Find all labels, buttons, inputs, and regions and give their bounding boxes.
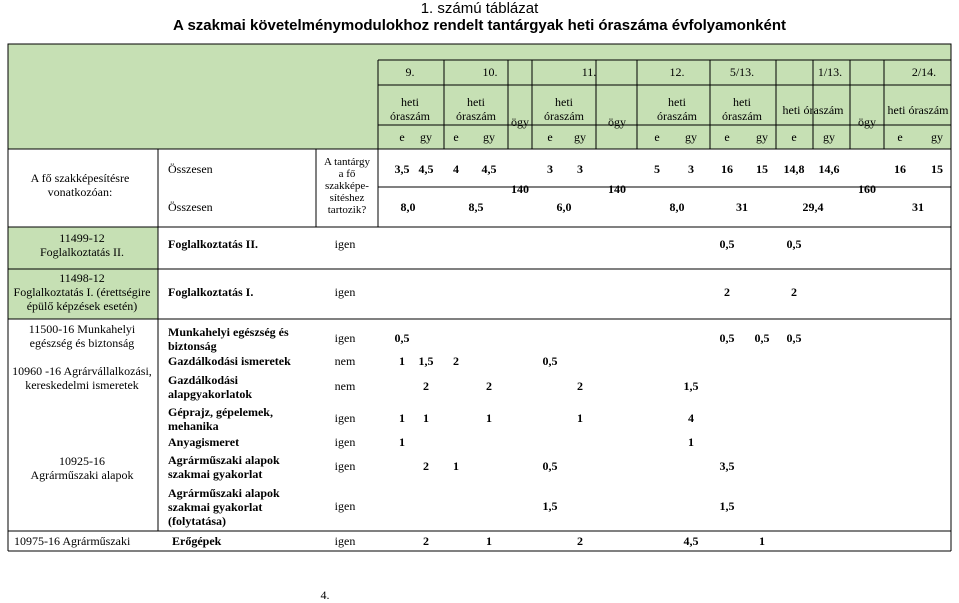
hour-value: 0,5: [542, 354, 558, 368]
hour-value: 0,5: [786, 331, 802, 345]
hour-value: 0,5: [719, 331, 735, 345]
module-label: kereskedelmi ismeretek: [25, 378, 139, 392]
grade-10: 10.: [482, 65, 498, 79]
hour-value: 1,5: [683, 379, 699, 393]
core-flag: igen: [334, 435, 356, 449]
summary-value: 4,5: [418, 162, 434, 176]
e-gy-label: gy: [685, 130, 697, 144]
module-label: 11498-12: [59, 271, 105, 285]
hour-value: 2: [486, 379, 492, 393]
ogy-label: ögy: [608, 115, 626, 129]
e-gy-label: e: [791, 130, 797, 144]
ogy-label: ögy: [511, 115, 529, 129]
grade-14: 2/14.: [911, 65, 937, 79]
core-flag: igen: [334, 459, 356, 473]
grade-13: 5/13.: [729, 65, 755, 79]
core-flag: igen: [334, 237, 356, 251]
hour-value: 1: [399, 411, 405, 425]
core-flag: igen: [334, 331, 356, 345]
hour-value: 2: [453, 354, 459, 368]
subject-name: (folytatása): [168, 514, 226, 528]
summary-value: 3: [577, 162, 583, 176]
core-flag: igen: [334, 285, 356, 299]
e-gy-label: gy: [420, 130, 432, 144]
summary-value: 3: [547, 162, 553, 176]
subject-name: Erőgépek: [172, 534, 222, 548]
module-label: Agrárműszaki alapok: [30, 468, 134, 482]
summary-value: 16: [721, 162, 733, 176]
module-label: Foglalkoztatás II.: [40, 245, 124, 259]
module-label: épülő képzések esetén): [26, 299, 138, 313]
summary-total: 6,0: [556, 200, 572, 214]
core-question: szakképe-: [325, 180, 369, 192]
module-label: Foglalkoztatás I. (érettségire: [13, 285, 151, 299]
subject-name: alapgyakorlatok: [168, 387, 253, 401]
hour-value: 2: [423, 534, 429, 548]
hour-value: 1: [486, 411, 492, 425]
core-flag: igen: [334, 534, 356, 548]
e-gy-label: e: [897, 130, 903, 144]
summary-total: 8,5: [468, 200, 484, 214]
summary-value: 5: [654, 162, 660, 176]
hour-value: 1,5: [418, 354, 434, 368]
hour-value: 2: [577, 534, 583, 548]
summary-value: 3,5: [394, 162, 410, 176]
table-title: A szakmai követelménymodulokhoz rendelt tantárgyak heti óraszáma évfolyamonként: [173, 17, 786, 34]
oraszam-label: óraszám: [722, 109, 762, 123]
hour-value: 1,5: [719, 499, 735, 513]
summary-value: 16: [894, 162, 906, 176]
summary-value: 15: [931, 162, 943, 176]
core-flag: igen: [334, 499, 356, 513]
heti-oraszam-label: heti óraszám: [887, 103, 949, 117]
hour-value: 1: [688, 435, 694, 449]
oraszam-label: óraszám: [390, 109, 430, 123]
module-label: 11499-12: [59, 231, 105, 245]
core-question: A tantárgy: [324, 156, 370, 168]
hour-value: 1: [423, 411, 429, 425]
summary-total: 31: [912, 200, 924, 214]
core-flag: igen: [334, 411, 356, 425]
hour-value: 4: [688, 411, 694, 425]
oraszam-label: óraszám: [456, 109, 496, 123]
subject-name: biztonság: [168, 339, 217, 353]
summary-value: 14,6: [818, 162, 840, 176]
hour-value: 0,5: [719, 237, 735, 251]
module-label: 11500-16 Munkahelyi: [28, 322, 136, 336]
module-label: 10925-16: [59, 454, 105, 468]
grade-13b: 1/13.: [817, 65, 843, 79]
hour-value: 2: [423, 379, 429, 393]
summary-value: 4,5: [481, 162, 497, 176]
subject-name: Géprajz, gépelemek,: [168, 405, 273, 419]
oraszam-label: óraszám: [657, 109, 697, 123]
hour-value: 1: [453, 459, 459, 473]
e-gy-label: gy: [574, 130, 586, 144]
hour-value: 0,5: [394, 331, 410, 345]
e-gy-label: e: [654, 130, 660, 144]
hour-value: 2: [577, 379, 583, 393]
hour-value: 1: [399, 354, 405, 368]
heti-label: heti: [668, 95, 686, 109]
hour-value: 1: [759, 534, 765, 548]
subject-name: Gazdálkodási: [168, 373, 239, 387]
summary-total: 8,0: [669, 200, 685, 214]
summary-total: 31: [736, 200, 748, 214]
summary-label: vonatkozóan:: [47, 185, 113, 199]
e-gy-label: gy: [756, 130, 768, 144]
hour-value: 0,5: [754, 331, 770, 345]
subject-name: Agrárműszaki alapok: [168, 486, 280, 500]
subject-name: Agrárműszaki alapok: [168, 453, 280, 467]
e-gy-label: e: [724, 130, 730, 144]
summary-value: 4: [453, 162, 459, 176]
hour-value: 2: [423, 459, 429, 473]
heti-label: heti: [467, 95, 485, 109]
osszesen-label: Összesen: [168, 200, 213, 214]
ogy-value: 140: [608, 182, 626, 196]
module-label: 10975-16 Agrárműszaki: [14, 534, 131, 548]
e-gy-label: gy: [931, 130, 943, 144]
core-flag: nem: [334, 354, 356, 368]
table-number: 1. számú táblázat: [420, 0, 539, 17]
e-gy-label: gy: [483, 130, 495, 144]
e-gy-label: gy: [823, 130, 835, 144]
hour-value: 2: [791, 285, 797, 299]
core-question: a fő: [338, 168, 356, 180]
summary-value: 14,8: [783, 162, 805, 176]
summary-value: 15: [756, 162, 768, 176]
hour-value: 0,5: [786, 237, 802, 251]
subject-name: mehanika: [168, 419, 219, 433]
subject-name: szakmai gyakorlat: [168, 467, 263, 481]
core-question: sítéshez: [329, 192, 365, 204]
ogy-value: 160: [858, 182, 876, 196]
summary-label: A fő szakképesítésre: [30, 171, 130, 185]
e-gy-label: e: [453, 130, 459, 144]
hour-value: 0,5: [542, 459, 558, 473]
grade-11: 11.: [581, 65, 597, 79]
oraszam-label: óraszám: [544, 109, 584, 123]
hour-value: 2: [724, 285, 730, 299]
hour-value: 4,5: [683, 534, 699, 548]
ogy-label: ögy: [858, 115, 876, 129]
e-gy-label: e: [399, 130, 405, 144]
subject-name: Foglalkoztatás I.: [168, 285, 254, 299]
hour-value: 3,5: [719, 459, 735, 473]
osszesen-label: Összesen: [168, 162, 213, 176]
hour-value: 1: [399, 435, 405, 449]
core-flag: nem: [334, 379, 356, 393]
module-label: 10960 -16 Agrárvállalkozási,: [12, 364, 152, 378]
subject-name: Munkahelyi egészség és: [168, 325, 289, 339]
hour-value: 1,5: [542, 499, 558, 513]
subject-name: Anyagismeret: [168, 435, 240, 449]
heti-label: heti: [733, 95, 751, 109]
grade-9: 9.: [405, 65, 415, 79]
subject-name: szakmai gyakorlat: [168, 500, 263, 514]
heti-label: heti: [555, 95, 573, 109]
hour-value: 1: [486, 534, 492, 548]
e-gy-label: e: [547, 130, 553, 144]
module-label: egészség és biztonság: [29, 336, 135, 350]
hour-value: 1: [577, 411, 583, 425]
heti-oraszam-label: heti óraszám: [782, 103, 844, 117]
core-question: tartozik?: [327, 204, 367, 216]
summary-total: 8,0: [400, 200, 416, 214]
page-number: 4.: [320, 588, 330, 602]
grade-12: 12.: [669, 65, 685, 79]
summary-total: 29,4: [802, 200, 824, 214]
summary-value: 3: [688, 162, 694, 176]
subject-name: Foglalkoztatás II.: [168, 237, 258, 251]
subject-name: Gazdálkodási ismeretek: [168, 354, 291, 368]
heti-label: heti: [401, 95, 419, 109]
ogy-value: 140: [511, 182, 529, 196]
